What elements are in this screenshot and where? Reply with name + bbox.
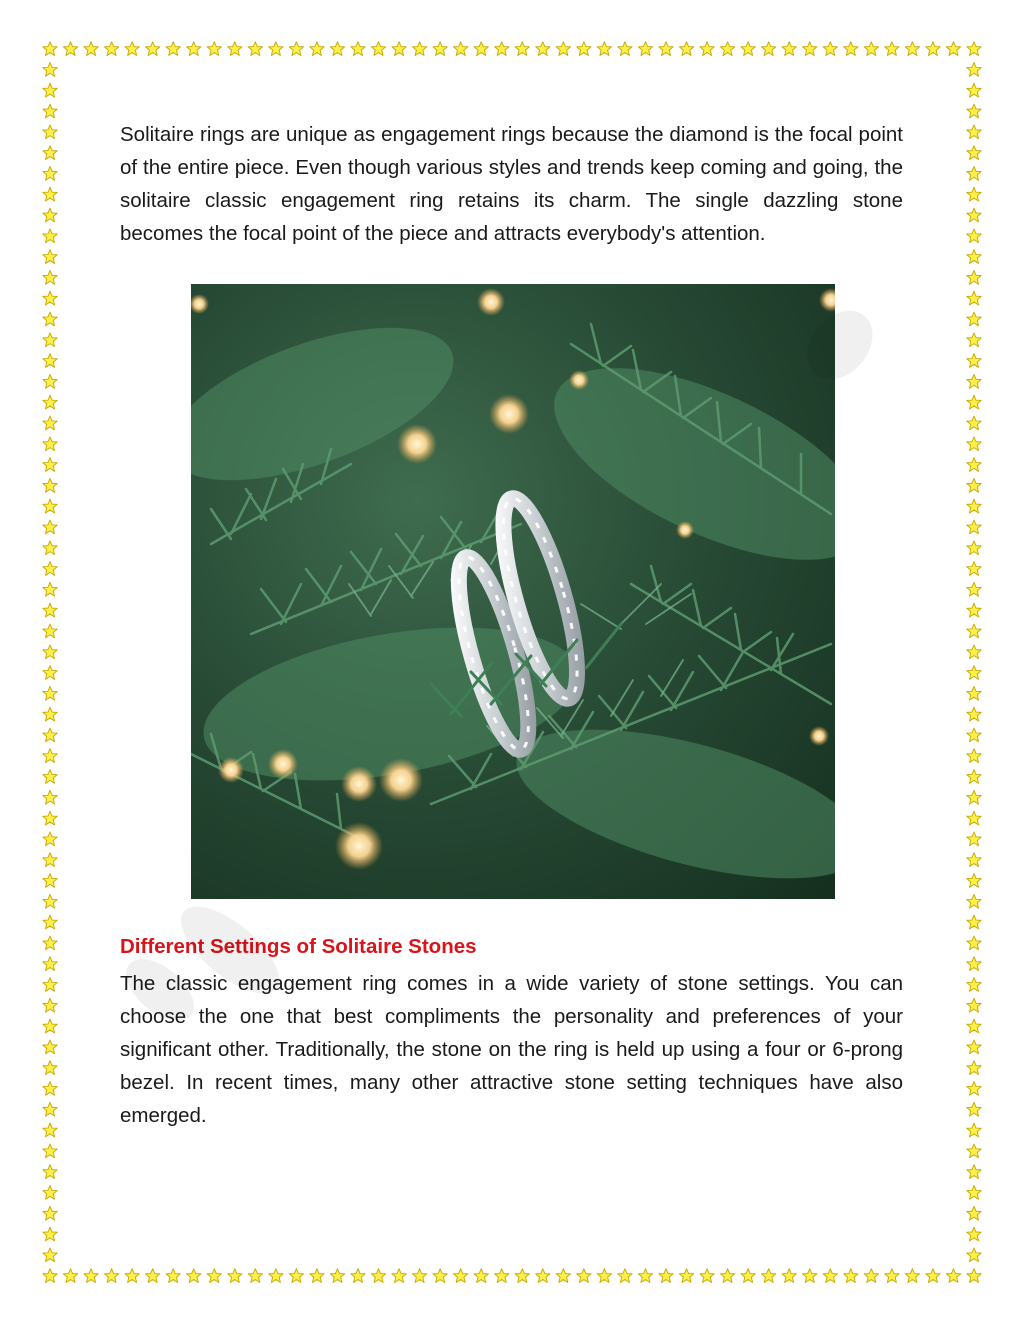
star-icon xyxy=(967,1040,981,1054)
star-icon xyxy=(967,229,981,243)
star-icon xyxy=(63,42,77,56)
star-icon xyxy=(351,42,365,56)
star-icon xyxy=(330,42,344,56)
ring-photo xyxy=(191,284,835,899)
star-icon xyxy=(43,1227,57,1241)
star-icon xyxy=(946,42,960,56)
star-icon xyxy=(495,1269,509,1283)
star-icon xyxy=(43,83,57,97)
star-icon xyxy=(43,354,57,368)
star-icon xyxy=(371,1269,385,1283)
star-icon xyxy=(43,187,57,201)
star-icon xyxy=(433,42,447,56)
star-icon xyxy=(679,1269,693,1283)
star-icon xyxy=(700,42,714,56)
star-icon xyxy=(967,208,981,222)
star-icon xyxy=(967,291,981,305)
star-icon xyxy=(967,894,981,908)
star-icon xyxy=(967,749,981,763)
star-icon xyxy=(43,957,57,971)
star-icon xyxy=(43,562,57,576)
star-icon xyxy=(43,1269,57,1283)
star-icon xyxy=(967,63,981,77)
star-icon xyxy=(638,42,652,56)
star-icon xyxy=(187,1269,201,1283)
star-icon xyxy=(228,42,242,56)
star-icon xyxy=(43,541,57,555)
star-icon xyxy=(844,42,858,56)
star-icon xyxy=(125,42,139,56)
star-icon xyxy=(474,1269,488,1283)
star-icon xyxy=(967,375,981,389)
star-icon xyxy=(310,1269,324,1283)
star-icon xyxy=(453,1269,467,1283)
star-icon xyxy=(967,250,981,264)
star-icon xyxy=(967,125,981,139)
star-icon xyxy=(43,603,57,617)
star-icon xyxy=(248,1269,262,1283)
star-icon xyxy=(392,1269,406,1283)
star-icon xyxy=(289,1269,303,1283)
star-icon xyxy=(967,437,981,451)
star-icon xyxy=(967,1165,981,1179)
star-icon xyxy=(412,42,426,56)
star-icon xyxy=(310,42,324,56)
star-icon xyxy=(351,1269,365,1283)
star-icon xyxy=(43,1040,57,1054)
star-icon xyxy=(761,42,775,56)
star-icon xyxy=(43,1144,57,1158)
star-icon xyxy=(43,437,57,451)
star-icon xyxy=(967,666,981,680)
star-icon xyxy=(145,1269,159,1283)
star-icon xyxy=(659,1269,673,1283)
star-icon xyxy=(946,1269,960,1283)
star-icon xyxy=(43,728,57,742)
star-icon xyxy=(967,146,981,160)
star-icon xyxy=(967,562,981,576)
star-icon xyxy=(43,770,57,784)
star-icon xyxy=(43,686,57,700)
star-icon xyxy=(967,728,981,742)
star-icon xyxy=(556,42,570,56)
star-icon xyxy=(577,42,591,56)
star-icon xyxy=(43,645,57,659)
star-icon xyxy=(269,42,283,56)
star-icon xyxy=(166,1269,180,1283)
star-icon xyxy=(885,1269,899,1283)
star-icon xyxy=(433,1269,447,1283)
star-icon xyxy=(43,312,57,326)
star-icon xyxy=(43,790,57,804)
star-icon xyxy=(844,1269,858,1283)
star-icon xyxy=(967,645,981,659)
star-icon xyxy=(104,42,118,56)
star-icon xyxy=(371,42,385,56)
star-icon xyxy=(43,624,57,638)
star-icon xyxy=(43,479,57,493)
star-icon xyxy=(967,707,981,721)
star-icon xyxy=(43,208,57,222)
star-icon xyxy=(269,1269,283,1283)
star-icon xyxy=(597,1269,611,1283)
star-icon xyxy=(803,1269,817,1283)
star-icon xyxy=(43,271,57,285)
star-icon xyxy=(967,957,981,971)
section-heading: Different Settings of Solitaire Stones xyxy=(120,935,477,958)
star-icon xyxy=(228,1269,242,1283)
star-icon xyxy=(905,42,919,56)
star-icon xyxy=(43,707,57,721)
star-icon xyxy=(967,312,981,326)
star-icon xyxy=(967,1082,981,1096)
star-icon xyxy=(43,291,57,305)
star-icon xyxy=(967,167,981,181)
star-icon xyxy=(967,1144,981,1158)
star-icon xyxy=(761,1269,775,1283)
star-icon xyxy=(43,1102,57,1116)
star-icon xyxy=(967,582,981,596)
star-icon xyxy=(967,1123,981,1137)
star-icon xyxy=(43,146,57,160)
star-icon xyxy=(967,1269,981,1283)
star-icon xyxy=(145,42,159,56)
star-icon xyxy=(823,1269,837,1283)
star-icon xyxy=(967,1019,981,1033)
star-icon xyxy=(967,1186,981,1200)
star-icon xyxy=(967,458,981,472)
star-icon xyxy=(967,104,981,118)
star-icon xyxy=(638,1269,652,1283)
star-icon xyxy=(967,187,981,201)
star-icon xyxy=(392,42,406,56)
star-icon xyxy=(720,1269,734,1283)
star-icon xyxy=(618,42,632,56)
star-icon xyxy=(43,520,57,534)
star-icon xyxy=(207,42,221,56)
star-icon xyxy=(43,1206,57,1220)
star-icon xyxy=(782,1269,796,1283)
star-icon xyxy=(43,229,57,243)
star-icon xyxy=(43,1019,57,1033)
star-icon xyxy=(967,395,981,409)
star-icon xyxy=(125,1269,139,1283)
star-icon xyxy=(967,978,981,992)
star-icon xyxy=(166,42,180,56)
star-icon xyxy=(495,42,509,56)
star-icon xyxy=(43,1082,57,1096)
star-icon xyxy=(967,998,981,1012)
star-icon xyxy=(515,1269,529,1283)
star-icon xyxy=(43,499,57,513)
star-icon xyxy=(967,83,981,97)
star-icon xyxy=(43,333,57,347)
star-icon xyxy=(967,1248,981,1262)
star-icon xyxy=(577,1269,591,1283)
star-icon xyxy=(43,250,57,264)
star-icon xyxy=(967,520,981,534)
star-icon xyxy=(330,1269,344,1283)
star-icon xyxy=(536,42,550,56)
star-icon xyxy=(967,915,981,929)
star-icon xyxy=(967,479,981,493)
star-icon xyxy=(741,1269,755,1283)
star-icon xyxy=(43,458,57,472)
star-icon xyxy=(967,42,981,56)
star-icon xyxy=(43,104,57,118)
star-icon xyxy=(43,416,57,430)
star-icon xyxy=(43,894,57,908)
star-icon xyxy=(618,1269,632,1283)
star-icon xyxy=(453,42,467,56)
star-icon xyxy=(967,624,981,638)
star-icon xyxy=(43,874,57,888)
star-icon xyxy=(43,936,57,950)
star-icon xyxy=(43,125,57,139)
star-icon xyxy=(43,1123,57,1137)
star-icon xyxy=(967,1206,981,1220)
star-icon xyxy=(679,42,693,56)
star-icon xyxy=(43,582,57,596)
star-icon xyxy=(741,42,755,56)
star-icon xyxy=(43,63,57,77)
star-icon xyxy=(474,42,488,56)
star-icon xyxy=(43,395,57,409)
star-icon xyxy=(289,42,303,56)
star-icon xyxy=(967,770,981,784)
star-icon xyxy=(967,499,981,513)
star-icon xyxy=(864,42,878,56)
star-icon xyxy=(43,1061,57,1075)
star-icon xyxy=(905,1269,919,1283)
star-icon xyxy=(597,42,611,56)
star-icon xyxy=(967,936,981,950)
star-icon xyxy=(43,811,57,825)
star-icon xyxy=(43,853,57,867)
star-icon xyxy=(967,416,981,430)
star-icon xyxy=(248,42,262,56)
star-icon xyxy=(967,853,981,867)
star-icon xyxy=(864,1269,878,1283)
star-icon xyxy=(43,42,57,56)
star-icon xyxy=(63,1269,77,1283)
star-icon xyxy=(84,42,98,56)
star-icon xyxy=(967,1061,981,1075)
star-icon xyxy=(104,1269,118,1283)
star-icon xyxy=(823,42,837,56)
star-icon xyxy=(700,1269,714,1283)
star-icon xyxy=(207,1269,221,1283)
star-icon xyxy=(43,915,57,929)
star-icon xyxy=(43,1248,57,1262)
star-icon xyxy=(536,1269,550,1283)
star-icon xyxy=(43,1165,57,1179)
star-icon xyxy=(659,42,673,56)
star-icon xyxy=(43,666,57,680)
star-icon xyxy=(967,811,981,825)
section-paragraph: The classic engagement ring comes in a wide variety of stone settings. You can choose the one that best compliments the personality and preferences of your significant other. Traditionally, the stone on the ring is held up using a four or 6-prong bezel. In recent times, many other attractive stone setting techniques have also emerged. xyxy=(120,972,903,1127)
star-icon xyxy=(967,333,981,347)
star-icon xyxy=(967,354,981,368)
star-icon xyxy=(967,541,981,555)
star-icon xyxy=(720,42,734,56)
star-icon xyxy=(967,603,981,617)
star-icon xyxy=(967,686,981,700)
star-icon xyxy=(782,42,796,56)
star-icon xyxy=(556,1269,570,1283)
star-icon xyxy=(967,874,981,888)
star-icon xyxy=(43,998,57,1012)
star-icon xyxy=(43,375,57,389)
star-icon xyxy=(43,749,57,763)
star-icon xyxy=(803,42,817,56)
star-icon xyxy=(885,42,899,56)
star-icon xyxy=(43,1186,57,1200)
star-icon xyxy=(84,1269,98,1283)
star-icon xyxy=(967,1227,981,1241)
star-icon xyxy=(187,42,201,56)
star-icon xyxy=(926,1269,940,1283)
star-icon xyxy=(967,271,981,285)
star-icon xyxy=(412,1269,426,1283)
star-icon xyxy=(515,42,529,56)
star-icon xyxy=(43,167,57,181)
star-icon xyxy=(43,978,57,992)
star-icon xyxy=(43,832,57,846)
star-icon xyxy=(967,1102,981,1116)
star-icon xyxy=(926,42,940,56)
star-icon xyxy=(967,790,981,804)
star-icon xyxy=(967,832,981,846)
intro-paragraph: Solitaire rings are unique as engagement rings because the diamond is the focal point of the entire piece. Even though various styles and trends keep coming and going, the solitaire classic engagement ring retains its charm. The single dazzling stone becomes the focal point of the piece and attracts everybody's attention. xyxy=(120,123,903,245)
